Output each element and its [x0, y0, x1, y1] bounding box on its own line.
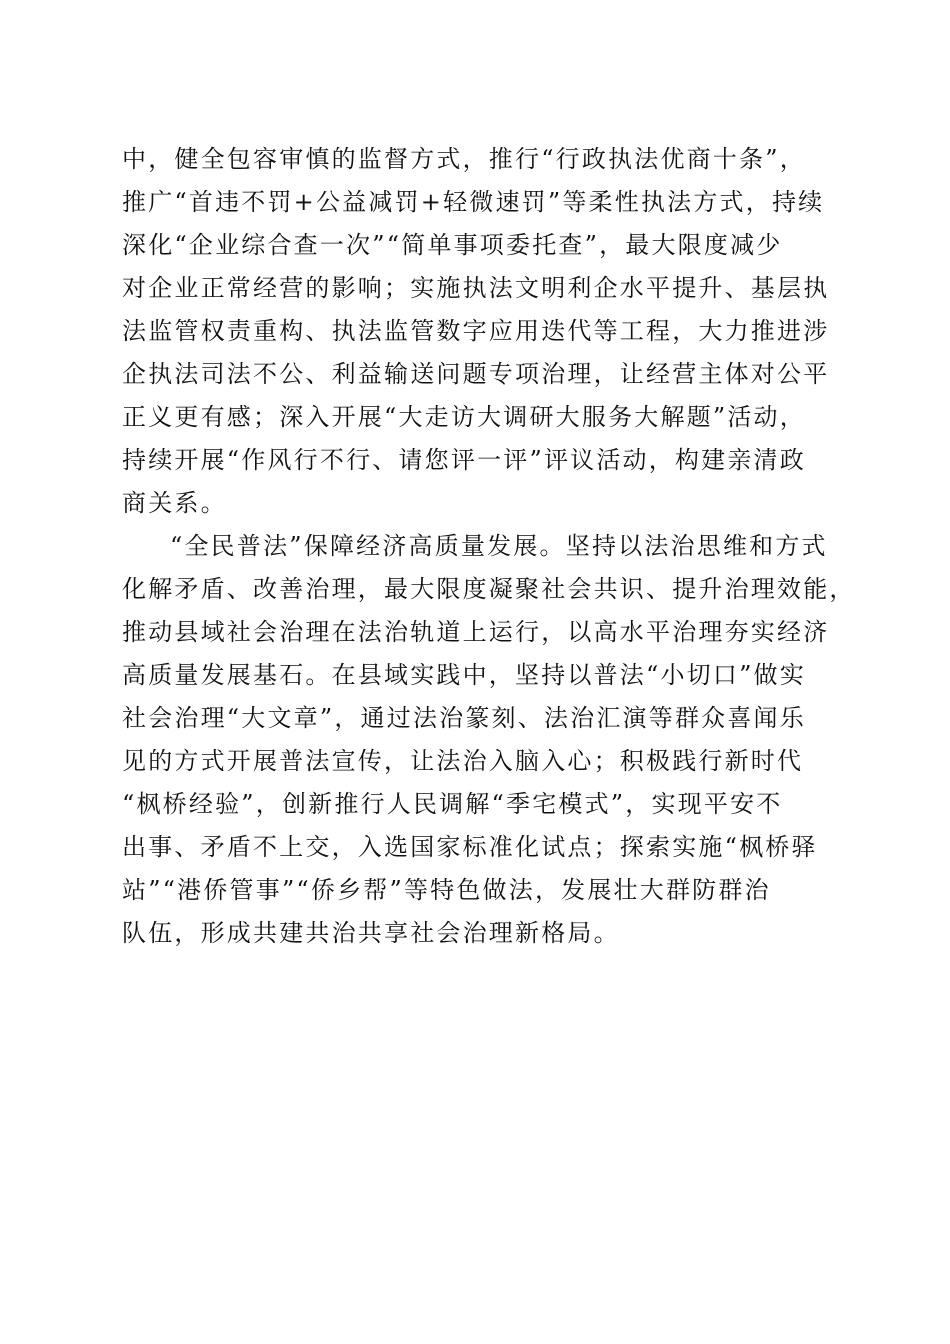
paragraph-line: 化解矛盾、改善治理，最大限度凝聚社会共识、提升治理效能， [122, 575, 856, 603]
paragraph-line: 队伍，形成共建共治共享社会治理新格局。 [122, 919, 620, 947]
paragraph-line: 中，健全包容审慎的监督方式，推行“行政执法优商十条”， [122, 145, 806, 173]
document-body [122, 138, 856, 955]
paragraph-rule-of-law-business [122, 138, 832, 525]
paragraph-line: 高质量发展基石。在县域实践中，坚持以普法“小切口”做实 [122, 661, 806, 689]
paragraph-line: “全民普法”保障经济高质量发展。坚持以法治思维和方式 [170, 532, 828, 560]
paragraph-line: 商关系。 [122, 489, 227, 517]
paragraph-line: 推广“首违不罚+公益减罚+轻微速罚”等柔性执法方式，持续 [122, 188, 825, 216]
paragraph-universal-law-education [122, 525, 856, 955]
paragraph-line: 正义更有感；深入开展“大走访大调研大服务大解题”活动， [122, 403, 806, 431]
paragraph-line: 深化“企业综合查一次”“简单事项委托查”，最大限度减少 [122, 231, 783, 259]
paragraph-line: 持续开展“作风行不行、请您评一评”评议活动，构建亲清政 [122, 446, 806, 474]
paragraph-line: 站”“港侨管事”“侨乡帮”等特色做法，发展壮大群防群治 [122, 876, 771, 904]
paragraph-line: 推动县域社会治理在法治轨道上运行，以高水平治理夯实经济 [122, 618, 830, 646]
paragraph-line: “枫桥经验”，创新推行人民调解“季宅模式”，实现平安不 [122, 790, 783, 818]
paragraph-line: 法监管权责重构、执法监管数字应用迭代等工程，大力推进涉 [122, 317, 830, 345]
paragraph-line: 社会治理“大文章”，通过法治篆刻、法治汇演等群众喜闻乐 [122, 704, 806, 732]
paragraph-line: 出事、矛盾不上交，入选国家标准化试点；探索实施“枫桥驿 [122, 833, 818, 861]
paragraph-line: 对企业正常经营的影响；实施执法文明利企水平提升、基层执 [122, 274, 830, 302]
paragraph-line: 企执法司法不公、利益输送问题专项治理，让经营主体对公平 [122, 360, 830, 388]
paragraph-line: 见的方式开展普法宣传，让法治入脑入心；积极践行新时代 [122, 747, 804, 775]
